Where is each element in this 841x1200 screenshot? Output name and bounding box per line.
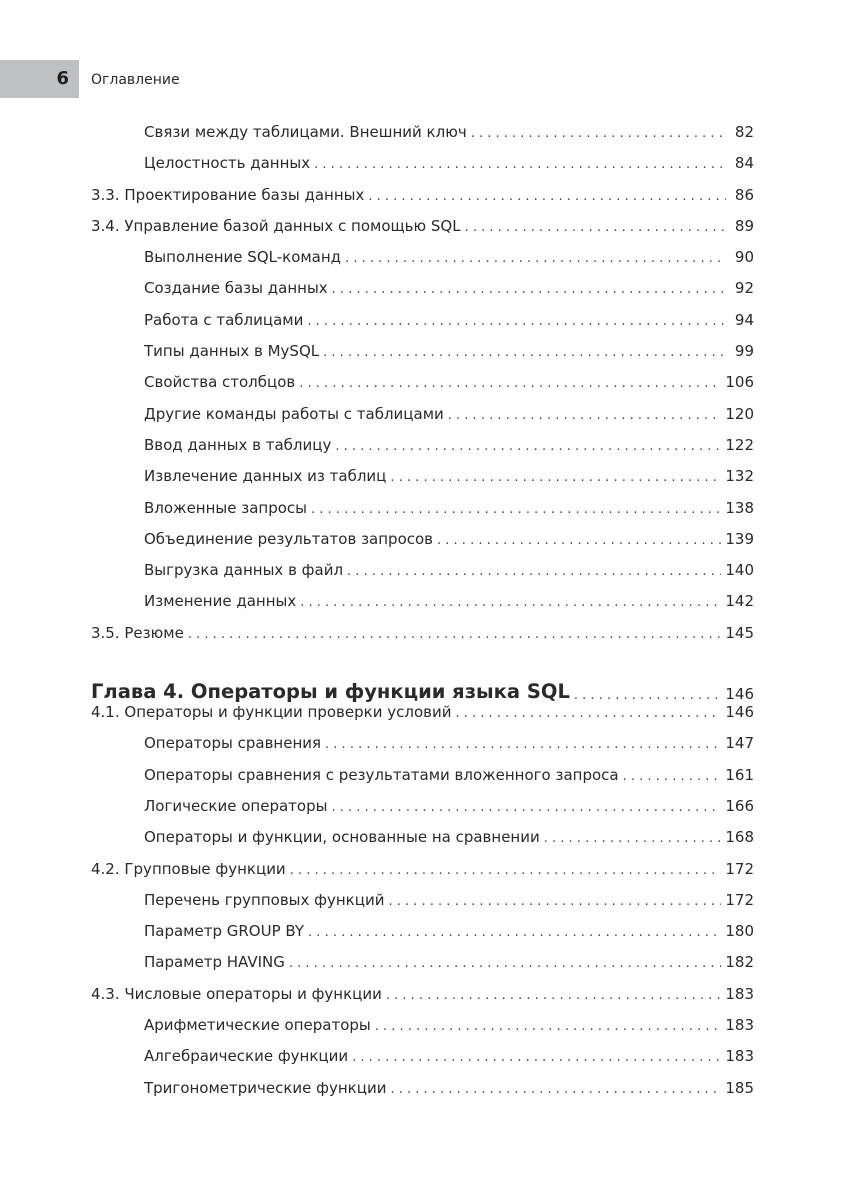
toc-subsection-entry[interactable] [91,279,754,310]
toc-entry-page-number: 84 [734,154,754,173]
toc-entry-title: 3.4. Управление базой данных с помощью SQL [91,216,461,235]
toc-entry-page-number: 99 [734,342,754,361]
dot-leader [300,595,721,610]
dot-leader [455,706,721,721]
toc-subsection-entry[interactable] [91,248,754,279]
dot-leader [352,1050,721,1065]
toc-section-entry[interactable] [91,186,754,217]
toc-entry-title: Создание базы данных [144,279,328,298]
toc-entry-title: Извлечение данных из таблиц [144,467,387,486]
toc-entry-title: Связи между таблицами. Внешний ключ [144,123,467,141]
dot-leader [314,157,726,172]
dot-leader [437,533,721,548]
toc-entry-page-number: 89 [734,216,754,235]
toc-entry-page-number: 132 [725,467,754,486]
toc-entry-page-number: 183 [725,1016,754,1035]
toc-section-entry[interactable] [91,217,754,248]
toc-section-entry[interactable] [91,860,754,891]
toc-subsection-entry[interactable] [91,530,754,561]
dot-leader [390,470,721,485]
toc-subsection-entry[interactable] [91,467,754,498]
toc-subsection-entry[interactable] [91,311,754,342]
toc-entry-title: Целостность данных [144,154,311,173]
toc-entry-title: Ввод данных в таблицу [144,435,332,454]
toc-entry-page-number: 168 [725,828,754,847]
toc-subsection-entry[interactable] [91,561,754,592]
dot-leader [307,314,726,329]
toc-entry-page-number: 90 [734,248,754,267]
toc-subsection-entry[interactable] [91,1079,754,1110]
toc-subsection-entry[interactable] [91,828,754,859]
toc-entry-page-number: 183 [725,984,754,1003]
dot-leader [465,220,726,235]
dot-leader [574,688,721,703]
toc-entry-page-number: 147 [725,734,754,753]
toc-entry-title: Типы данных в MySQL [144,342,320,361]
toc-subsection-entry[interactable] [91,922,754,953]
toc-entry-page-number: 139 [725,529,754,548]
toc-entry-title: 4.2. Групповые функции [91,859,286,878]
toc-entry-title: Операторы сравнения [144,734,322,753]
toc-entry-title: 3.3. Проектирование базы данных [91,185,365,204]
dot-leader [390,1082,721,1097]
toc-entry-page-number: 122 [725,435,754,454]
toc-entry-title: Тригонометрические функции [144,1078,387,1097]
toc-subsection-entry[interactable] [91,436,754,467]
page-header [0,60,300,98]
toc-entry-title: Операторы и функции, основанные на сравнении [144,828,540,847]
dot-leader [323,345,726,360]
toc-entry-page-number: 82 [734,123,754,141]
dot-leader [332,282,726,297]
toc-subsection-entry[interactable] [91,1016,754,1047]
toc-entry-page-number: 120 [725,404,754,423]
toc-entry-page-number: 172 [725,859,754,878]
dot-leader [325,737,721,752]
toc-entry-page-number: 182 [725,953,754,972]
toc-chapter-entry[interactable] [91,663,754,703]
dot-leader [345,251,726,266]
toc-subsection-entry[interactable] [91,373,754,404]
dot-leader [290,863,722,878]
dot-leader [375,1019,722,1034]
toc-entry-title: Изменение данных [144,592,297,611]
toc-subsection-entry[interactable] [91,499,754,530]
toc-entry-page-number: 86 [734,185,754,204]
toc-subsection-entry[interactable] [91,123,754,154]
dot-leader [331,800,721,815]
toc-subsection-entry[interactable] [91,891,754,922]
toc-subsection-entry[interactable] [91,342,754,373]
toc-entry-title: 4.3. Числовые операторы и функции [91,984,382,1003]
toc-entry-title: Глава 4. Операторы и функции языка SQL [91,680,570,704]
toc-entry-title: 3.5. Резюме [91,623,184,642]
toc-entry-title: Параметр GROUP BY [144,922,305,941]
toc-entry-page-number: 106 [725,373,754,392]
toc-subsection-entry[interactable] [91,797,754,828]
toc-entry-title: Логические операторы [144,796,328,815]
toc-subsection-entry[interactable] [91,953,754,984]
toc-entry-title: Алгебраические функции [144,1047,349,1066]
page-number: 6 [56,68,69,89]
toc-section-entry[interactable] [91,703,754,734]
toc-entry-title: Выгрузка данных в файл [144,561,344,580]
toc-entry-title: Параметр HAVING [144,953,285,972]
toc-entry-page-number: 185 [725,1078,754,1097]
dot-leader [368,189,726,204]
toc-entry-title: Свойства столбцов [144,373,296,392]
toc-entry-title: Другие команды работы с таблицами [144,404,444,423]
toc-section-entry[interactable] [91,624,754,655]
toc-entry-page-number: 180 [725,922,754,941]
toc-entry-title: 4.1. Операторы и функции проверки условий [91,703,452,722]
toc-subsection-entry[interactable] [91,154,754,185]
toc-entry-title: Объединение результатов запросов [144,529,434,548]
toc-entry-page-number: 166 [725,796,754,815]
toc-entry-page-number: 94 [734,310,754,329]
toc-entry-page-number: 140 [725,561,754,580]
toc-subsection-entry[interactable] [91,405,754,436]
toc-subsection-entry[interactable] [91,592,754,623]
dot-leader [448,408,722,423]
toc-entry-page-number: 172 [725,890,754,909]
dot-leader [335,439,721,454]
dot-leader [188,627,722,642]
toc-subsection-entry[interactable] [91,734,754,765]
dot-leader [388,894,721,909]
toc-entry-title: Операторы сравнения с результатами вложенного запроса [144,765,619,784]
toc-entry-page-number: 142 [725,592,754,611]
dot-leader [308,925,721,940]
dot-leader [471,126,726,141]
toc-entry-page-number: 146 [725,703,754,722]
dot-leader [347,564,721,579]
toc-entry-title: Работа с таблицами [144,310,304,329]
toc-entry-page-number: 145 [725,623,754,642]
dot-leader [623,769,722,784]
toc-entry-title: Вложенные запросы [144,498,308,517]
toc-subsection-entry[interactable] [91,766,754,797]
toc-entry-title: Перечень групповых функций [144,890,385,909]
running-head: Оглавление [91,72,180,88]
table-of-contents [91,123,754,1110]
toc-entry-page-number: 183 [725,1047,754,1066]
dot-leader [289,956,721,971]
toc-entry-page-number: 146 [725,685,754,704]
toc-entry-title: Выполнение SQL-команд [144,248,342,267]
toc-subsection-entry[interactable] [91,1047,754,1078]
toc-entry-page-number: 92 [734,279,754,298]
toc-entry-title: Арифметические операторы [144,1016,371,1035]
toc-entry-page-number: 138 [725,498,754,517]
toc-section-entry[interactable] [91,985,754,1016]
page-number-box [0,60,79,98]
toc-entry-page-number: 161 [725,765,754,784]
dot-leader [299,376,721,391]
dot-leader [386,988,721,1003]
dot-leader [311,502,721,517]
dot-leader [544,831,722,846]
